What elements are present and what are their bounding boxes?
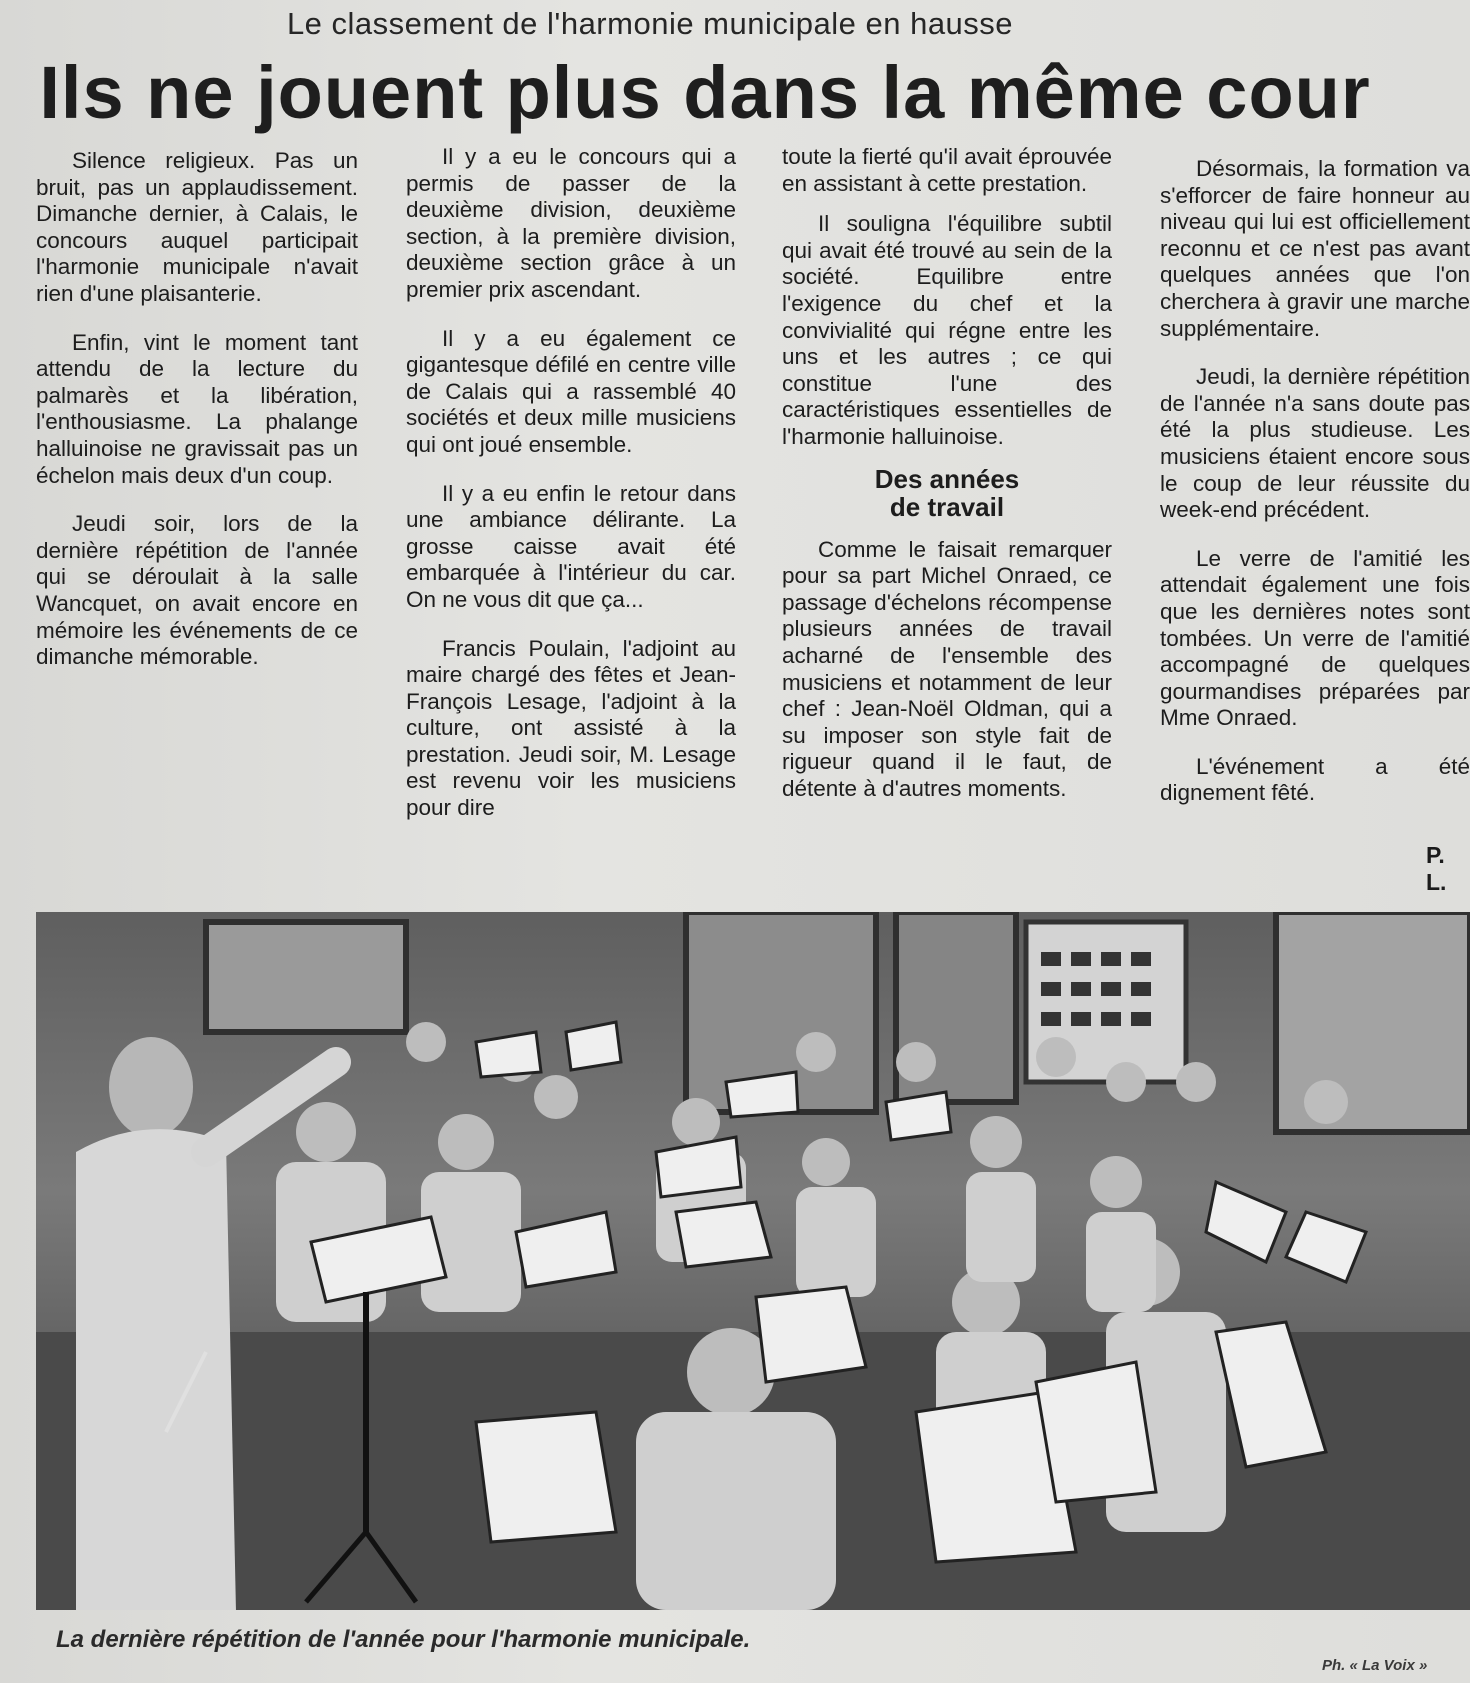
paragraph: Enfin, vint le moment tant attendu de la lecture du palmarès et la libération, l'enthousiasme. La phalange halluinoise ne gravissait pas un échelon mais deux d'un coup. [36, 329, 358, 488]
subhead-line: de travail [889, 491, 1005, 522]
article-headline: Ils ne jouent plus dans la même cour [39, 51, 1371, 134]
author-signature: P. L. [1426, 842, 1447, 895]
article-kicker: Le classement de l'harmonie municipale en hausse [286, 6, 1014, 41]
paragraph: Il y a eu également ce gigantesque défilé en centre ville de Calais qui a rassemblé 40 sociétés et deux mille musiciens qui ont joué ensemble. [406, 325, 736, 457]
photo-illustration [36, 912, 1470, 1610]
paragraph: Désormais, la formation va s'efforcer de faire honneur au niveau qui lui est officiellement reconnu et ce n'est pas avant quelques années que l'on cherchera à gravir une marche supplémentaire. [1160, 156, 1470, 341]
paragraph: Silence religieux. Pas un bruit, pas un applaudissement. Dimanche dernier, à Calais, le concours auquel participait l'harmonie municipale n'avait rien d'une plaisanterie. [36, 148, 358, 306]
paragraph: L'événement a été dignement fêté. [1160, 753, 1470, 806]
article-column-2 [406, 144, 736, 844]
section-subhead [782, 465, 1112, 521]
article-column-4 [1160, 156, 1470, 829]
photo-credit: Ph. « La Voix » [1322, 1657, 1428, 1674]
subhead-line: Des années [874, 463, 1020, 494]
paragraph: Jeudi, la dernière répétition de l'année n'a sans doute pas été la plus studieuse. Les musiciens étaient encore sous le coup de leur réussite du week-end précédent. [1160, 364, 1470, 523]
paragraph: Il y a eu le concours qui a permis de passer de la deuxième division, deuxième section, à la première division, deuxième section grâce à un premier prix ascendant. [406, 144, 736, 302]
article-column-1 [36, 148, 358, 693]
paragraph: Comme le faisait remarquer pour sa part Michel Onraed, ce passage d'échelons récompense plusieurs années de travail acharné de l'ensemble des musiciens et notamment de leur chef : Jean-Noël Oldman, qui a su imposer son style fait de rigueur quand il le faut, de détente à d'autres moments. [782, 536, 1112, 801]
paragraph: Il y a eu enfin le retour dans une ambiance délirante. La grosse caisse avait été embarquée à l'intérieur du car. On ne vous dit que ça... [406, 480, 736, 612]
rehearsal-photo [36, 912, 1470, 1610]
paragraph: Le verre de l'amitié les attendait également une fois que les dernières notes sont tombées. Un verre de l'amitié accompagné de quelques gourmandises préparées par Mme Onraed. [1160, 545, 1470, 731]
paragraph: Il souligna l'équilibre subtil qui avait été trouvé au sein de la société. Equilibre entre l'exigence du chef et la convivialité qui régne entre les uns et les autres ; ce qui constitue l'une des caractéristiques essentielles de l'harmonie halluinoise. [782, 211, 1112, 449]
article-column-3 [782, 144, 1112, 816]
photo-caption: La dernière répétition de l'année pour l'harmonie municipale. [56, 1626, 751, 1653]
paragraph: Francis Poulain, l'adjoint au maire chargé des fêtes et Jean-François Lesage, l'adjoint à la culture, ont assisté à la prestation. Jeudi soir, M. Lesage est revenu voir les musiciens pour dire [406, 635, 736, 821]
paragraph: toute la fierté qu'il avait éprouvée en assistant à cette prestation. [782, 144, 1112, 196]
paragraph: Jeudi soir, lors de la dernière répétition de l'année qui se déroulait à la salle Wancquet, on avait encore en mémoire les événements de ce dimanche mémorable. [36, 511, 358, 670]
